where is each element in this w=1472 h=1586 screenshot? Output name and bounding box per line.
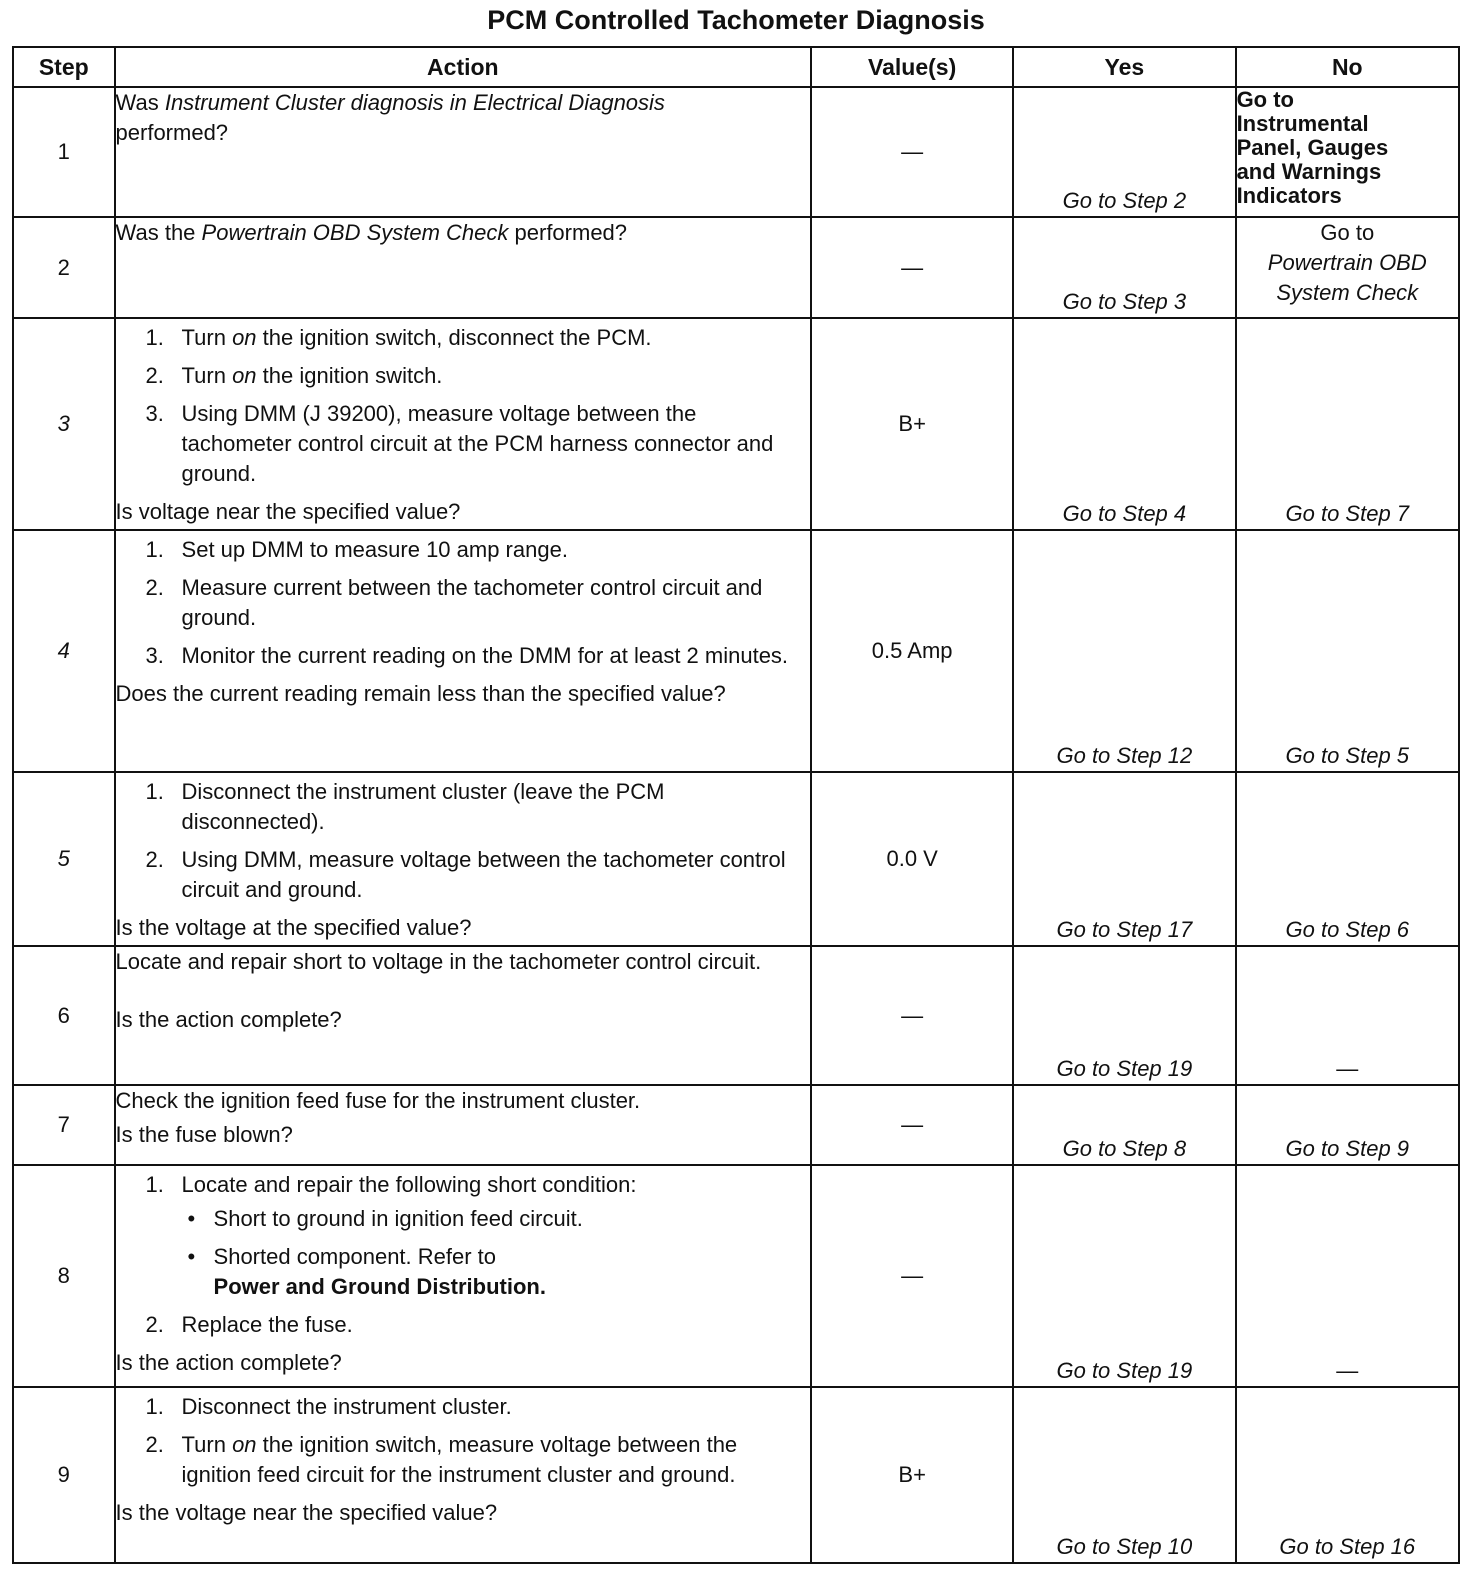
step-number: 4 bbox=[13, 530, 115, 772]
header-values: Value(s) bbox=[811, 47, 1013, 87]
action-step bbox=[145, 323, 811, 353]
no-cell bbox=[1236, 217, 1459, 318]
action-cell bbox=[115, 1387, 812, 1563]
action-cell bbox=[115, 318, 812, 530]
action-steps bbox=[116, 323, 811, 489]
table-row bbox=[13, 1085, 1459, 1165]
action-text: the ignition switch, measure voltage between the ignition feed circuit for the instrument cluster and ground. bbox=[181, 1432, 738, 1487]
no-cell bbox=[1236, 87, 1459, 217]
action-text: Locate and repair short to voltage in the tachometer control circuit. bbox=[115, 949, 762, 974]
step-number: 9 bbox=[13, 1387, 115, 1563]
action-text: performed? bbox=[508, 220, 628, 245]
bullet-dot-icon: • bbox=[187, 1206, 196, 1231]
action-question: Is the voltage at the specified value? bbox=[115, 915, 472, 940]
table-row bbox=[13, 772, 1459, 946]
bullet-list bbox=[182, 1204, 811, 1302]
action-text: Turn bbox=[181, 1432, 233, 1457]
diagnosis-table bbox=[12, 46, 1460, 1564]
action-step bbox=[145, 777, 811, 837]
action-step bbox=[145, 361, 811, 391]
action-italic-text: on bbox=[232, 325, 257, 350]
reference-link-text: Power and Ground Distribution. bbox=[213, 1274, 546, 1299]
action-text: Was bbox=[115, 90, 165, 115]
action-question: Is the action complete? bbox=[115, 1007, 342, 1032]
action-text: Turn bbox=[181, 325, 233, 350]
no-cell: Go to Step 16 bbox=[1236, 1387, 1459, 1563]
no-line: System Check bbox=[1276, 280, 1419, 305]
yes-cell: Go to Step 17 bbox=[1013, 772, 1235, 946]
action-text: Set up DMM to measure 10 amp range. bbox=[181, 537, 568, 562]
table-row bbox=[13, 318, 1459, 530]
action-text: Was the bbox=[115, 220, 202, 245]
step-marker: 2. bbox=[145, 1312, 164, 1337]
action-step bbox=[145, 535, 811, 565]
value-cell: — bbox=[811, 1165, 1013, 1387]
no-cell: Go to Step 7 bbox=[1236, 318, 1459, 530]
action-cell bbox=[115, 1085, 812, 1165]
action-question: Is the voltage near the specified value? bbox=[115, 1500, 498, 1525]
yes-cell: Go to Step 4 bbox=[1013, 318, 1235, 530]
action-text: Using DMM, measure voltage between the tachometer control circuit and ground. bbox=[181, 847, 786, 902]
no-cell: Go to Step 9 bbox=[1236, 1085, 1459, 1165]
action-step bbox=[145, 1430, 811, 1490]
bullet-item bbox=[187, 1242, 811, 1302]
action-step bbox=[145, 1170, 811, 1302]
step-number: 5 bbox=[13, 772, 115, 946]
no-cell: Go to Step 6 bbox=[1236, 772, 1459, 946]
no-line: Go to bbox=[1236, 87, 1294, 112]
step-number: 2 bbox=[13, 217, 115, 318]
step-number: 3 bbox=[13, 318, 115, 530]
action-text: Locate and repair the following short condition: bbox=[181, 1172, 637, 1197]
value-cell: B+ bbox=[811, 1387, 1013, 1563]
yes-cell: Go to Step 19 bbox=[1013, 1165, 1235, 1387]
yes-cell: Go to Step 10 bbox=[1013, 1387, 1235, 1563]
step-number: 7 bbox=[13, 1085, 115, 1165]
action-question: Is the fuse blown? bbox=[115, 1122, 293, 1147]
step-marker: 1. bbox=[145, 537, 164, 562]
action-italic-text: on bbox=[232, 363, 257, 388]
header-step: Step bbox=[13, 47, 115, 87]
action-steps bbox=[116, 535, 811, 671]
no-cell: Go to Step 5 bbox=[1236, 530, 1459, 772]
step-marker: 2. bbox=[145, 575, 164, 600]
action-step bbox=[145, 1310, 811, 1340]
action-text: Shorted component. Refer to bbox=[213, 1244, 497, 1269]
step-marker: 1. bbox=[145, 779, 164, 804]
value-cell: B+ bbox=[811, 318, 1013, 530]
action-text: Measure current between the tachometer control circuit and ground. bbox=[181, 575, 763, 630]
value-cell: — bbox=[811, 217, 1013, 318]
action-cell bbox=[115, 87, 812, 217]
yes-cell: Go to Step 19 bbox=[1013, 946, 1235, 1085]
action-text: performed? bbox=[115, 120, 229, 145]
action-cell bbox=[115, 946, 812, 1085]
action-cell bbox=[115, 217, 812, 318]
action-steps bbox=[116, 1170, 811, 1340]
value-cell: — bbox=[811, 946, 1013, 1085]
header-action: Action bbox=[115, 47, 812, 87]
value-cell: 0.0 V bbox=[811, 772, 1013, 946]
table-row bbox=[13, 87, 1459, 217]
action-text: Turn bbox=[181, 363, 233, 388]
step-marker: 1. bbox=[145, 325, 164, 350]
action-step bbox=[145, 641, 811, 671]
no-line: Panel, Gauges bbox=[1236, 135, 1389, 160]
action-text: the ignition switch, disconnect the PCM. bbox=[256, 325, 652, 350]
no-line: and Warnings bbox=[1236, 159, 1382, 184]
step-marker: 1. bbox=[145, 1172, 164, 1197]
value-cell: — bbox=[811, 87, 1013, 217]
action-cell bbox=[115, 772, 812, 946]
action-steps bbox=[116, 1392, 811, 1490]
action-question: Is the action complete? bbox=[115, 1350, 342, 1375]
no-cell: — bbox=[1236, 946, 1459, 1085]
no-line: Powertrain OBD bbox=[1267, 250, 1427, 275]
action-step bbox=[145, 573, 811, 633]
action-step bbox=[145, 845, 811, 905]
action-question: Is voltage near the specified value? bbox=[115, 499, 461, 524]
step-marker: 3. bbox=[145, 643, 164, 668]
action-text: Monitor the current reading on the DMM for at least 2 minutes. bbox=[181, 643, 789, 668]
no-cell: — bbox=[1236, 1165, 1459, 1387]
action-text: the ignition switch. bbox=[256, 363, 443, 388]
step-number: 1 bbox=[13, 87, 115, 217]
action-italic-text: on bbox=[232, 1432, 257, 1457]
header-no: No bbox=[1236, 47, 1459, 87]
table-row bbox=[13, 217, 1459, 318]
yes-cell: Go to Step 12 bbox=[1013, 530, 1235, 772]
header-yes: Yes bbox=[1013, 47, 1235, 87]
action-italic-text: Instrument Cluster diagnosis in Electrical Diagnosis bbox=[164, 90, 665, 115]
no-line: Go to bbox=[1320, 220, 1375, 245]
action-text: Replace the fuse. bbox=[181, 1312, 353, 1337]
table-row bbox=[13, 946, 1459, 1085]
table-row bbox=[13, 1165, 1459, 1387]
value-cell: 0.5 Amp bbox=[811, 530, 1013, 772]
step-number: 6 bbox=[13, 946, 115, 1085]
action-text: Using DMM (J 39200), measure voltage between the tachometer control circuit at the PCM harness connector and ground. bbox=[181, 401, 774, 486]
table-row bbox=[13, 530, 1459, 772]
action-text: Disconnect the instrument cluster (leave the PCM disconnected). bbox=[181, 779, 665, 834]
yes-cell: Go to Step 3 bbox=[1013, 217, 1235, 318]
bullet-item bbox=[187, 1204, 811, 1234]
action-text: Short to ground in ignition feed circuit. bbox=[213, 1206, 583, 1231]
step-marker: 1. bbox=[145, 1394, 164, 1419]
action-italic-text: Powertrain OBD System Check bbox=[201, 220, 509, 245]
no-line: Indicators bbox=[1236, 183, 1342, 208]
step-marker: 2. bbox=[145, 363, 164, 388]
action-steps bbox=[116, 777, 811, 905]
action-cell bbox=[115, 530, 812, 772]
step-number: 8 bbox=[13, 1165, 115, 1387]
action-question: Does the current reading remain less than the specified value? bbox=[115, 681, 726, 706]
header-row bbox=[13, 47, 1459, 87]
step-marker: 2. bbox=[145, 847, 164, 872]
yes-cell: Go to Step 8 bbox=[1013, 1085, 1235, 1165]
action-cell bbox=[115, 1165, 812, 1387]
bullet-dot-icon: • bbox=[187, 1244, 196, 1269]
action-step bbox=[145, 1392, 811, 1422]
table-row bbox=[13, 1387, 1459, 1563]
page-title: PCM Controlled Tachometer Diagnosis bbox=[487, 5, 985, 35]
action-text: Check the ignition feed fuse for the instrument cluster. bbox=[115, 1088, 641, 1113]
yes-cell: Go to Step 2 bbox=[1013, 87, 1235, 217]
action-step bbox=[145, 399, 811, 489]
action-text: Disconnect the instrument cluster. bbox=[181, 1394, 512, 1419]
no-line: Instrumental bbox=[1236, 111, 1369, 136]
value-cell: — bbox=[811, 1085, 1013, 1165]
step-marker: 2. bbox=[145, 1432, 164, 1457]
step-marker: 3. bbox=[145, 401, 164, 426]
